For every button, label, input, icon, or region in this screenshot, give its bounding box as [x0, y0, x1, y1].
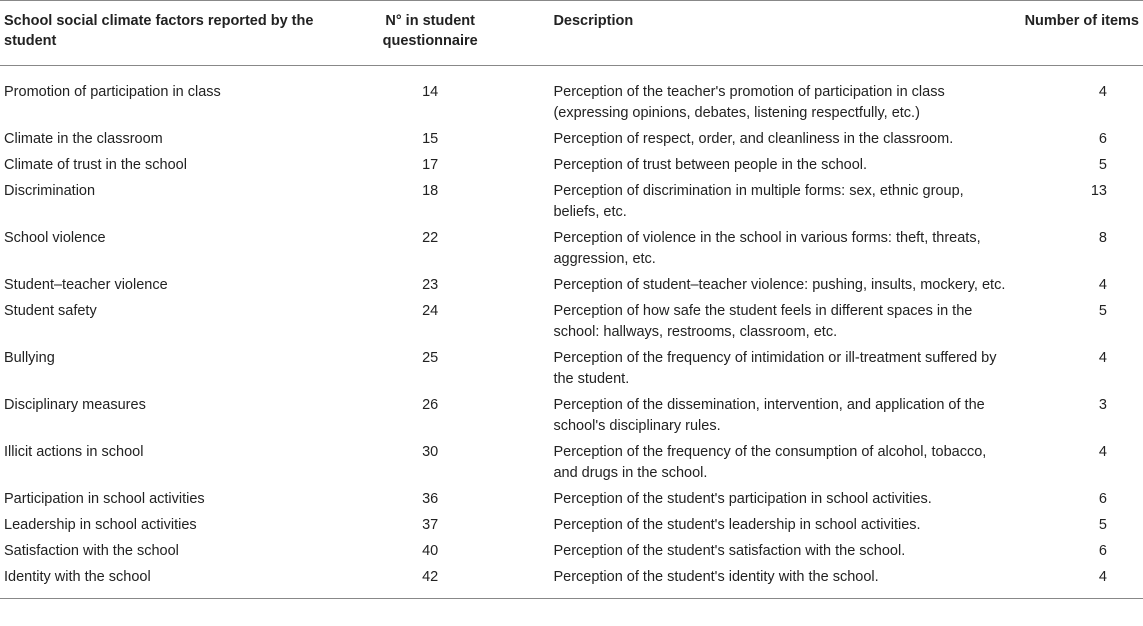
cell-description: Perception of the frequency of the consumption of alcohol, tobacco, and drugs in the school. [553, 444, 987, 481]
table-body [0, 66, 1143, 599]
cell-number: 37 [422, 517, 439, 533]
table-row [0, 392, 1143, 439]
cell-factor: School violence [4, 230, 106, 246]
cell-number: 42 [422, 569, 439, 585]
cell-items: 4 [1098, 84, 1107, 100]
header-items: Number of items [1024, 13, 1139, 29]
cell-factor: Student safety [4, 303, 97, 319]
cell-description: Perception of respect, order, and cleanliness in the classroom. [553, 131, 954, 147]
cell-number: 22 [422, 230, 439, 246]
table-row [0, 486, 1143, 512]
cell-items: 4 [1098, 350, 1107, 366]
cell-number: 36 [422, 491, 439, 507]
cell-factor: Promotion of participation in class [4, 84, 221, 100]
cell-number: 40 [422, 543, 439, 559]
cell-factor: Bullying [4, 350, 55, 366]
cell-number: 26 [422, 397, 439, 413]
cell-description: Perception of student–teacher violence: pushing, insults, mockery, etc. [553, 277, 1006, 293]
cell-items: 4 [1098, 444, 1107, 460]
cell-number: 25 [422, 350, 439, 366]
cell-items: 6 [1098, 491, 1107, 507]
cell-description: Perception of the frequency of intimidation or ill-treatment suffered by the student. [553, 350, 997, 387]
cell-factor: Discrimination [4, 183, 96, 199]
table-header [0, 1, 1143, 66]
table-row [0, 66, 1143, 127]
cell-description: Perception of the student's participation in school activities. [553, 491, 932, 507]
cell-items: 4 [1098, 277, 1107, 293]
table-row [0, 345, 1143, 392]
cell-items: 4 [1098, 569, 1107, 585]
cell-description: Perception of the teacher's promotion of participation in class (expressing opinions, debates, listening respectfully, etc.) [553, 84, 945, 121]
table-row [0, 272, 1143, 298]
cell-factor: Satisfaction with the school [4, 543, 179, 559]
cell-items: 6 [1098, 131, 1107, 147]
cell-description: Perception of the student's satisfaction with the school. [553, 543, 906, 559]
cell-items: 3 [1098, 397, 1107, 413]
cell-description: Perception of the student's identity with the school. [553, 569, 879, 585]
cell-description: Perception of the student's leadership in school activities. [553, 517, 921, 533]
cell-number: 23 [422, 277, 439, 293]
cell-description: Perception of the dissemination, intervention, and application of the school's disciplinary rules. [553, 397, 985, 434]
header-row [0, 1, 1143, 66]
cell-number: 18 [422, 183, 439, 199]
cell-description: Perception of how safe the student feels in different spaces in the school: hallways, restrooms, classroom, etc. [553, 303, 973, 340]
cell-number: 17 [422, 157, 439, 173]
cell-factor: Student–teacher violence [4, 277, 168, 293]
table-row [0, 512, 1143, 538]
table-row [0, 225, 1143, 272]
cell-description: Perception of discrimination in multiple forms: sex, ethnic group, beliefs, etc. [553, 183, 964, 220]
cell-number: 30 [422, 444, 439, 460]
table-row [0, 298, 1143, 345]
cell-number: 24 [422, 303, 439, 319]
table-row [0, 564, 1143, 599]
table-row [0, 439, 1143, 486]
table-row [0, 538, 1143, 564]
cell-items: 6 [1098, 543, 1107, 559]
cell-factor: Illicit actions in school [4, 444, 144, 460]
header-number: N° in student questionnaire [382, 13, 478, 49]
cell-description: Perception of violence in the school in various forms: theft, threats, aggression, etc. [553, 230, 981, 267]
cell-factor: Participation in school activities [4, 491, 205, 507]
cell-items: 5 [1098, 157, 1107, 173]
header-description: Description [553, 13, 634, 29]
cell-items: 5 [1098, 303, 1107, 319]
table-row [0, 126, 1143, 152]
header-factor: School social climate factors reported by the student [4, 13, 314, 49]
cell-items: 13 [1090, 183, 1107, 199]
cell-factor: Climate in the classroom [4, 131, 163, 147]
table-row [0, 152, 1143, 178]
cell-number: 15 [422, 131, 439, 147]
cell-description: Perception of trust between people in the school. [553, 157, 868, 173]
cell-items: 8 [1098, 230, 1107, 246]
cell-items: 5 [1098, 517, 1107, 533]
cell-factor: Leadership in school activities [4, 517, 197, 533]
cell-factor: Disciplinary measures [4, 397, 146, 413]
cell-factor: Climate of trust in the school [4, 157, 187, 173]
cell-factor: Identity with the school [4, 569, 151, 585]
cell-number: 14 [422, 84, 439, 100]
table-row [0, 178, 1143, 225]
